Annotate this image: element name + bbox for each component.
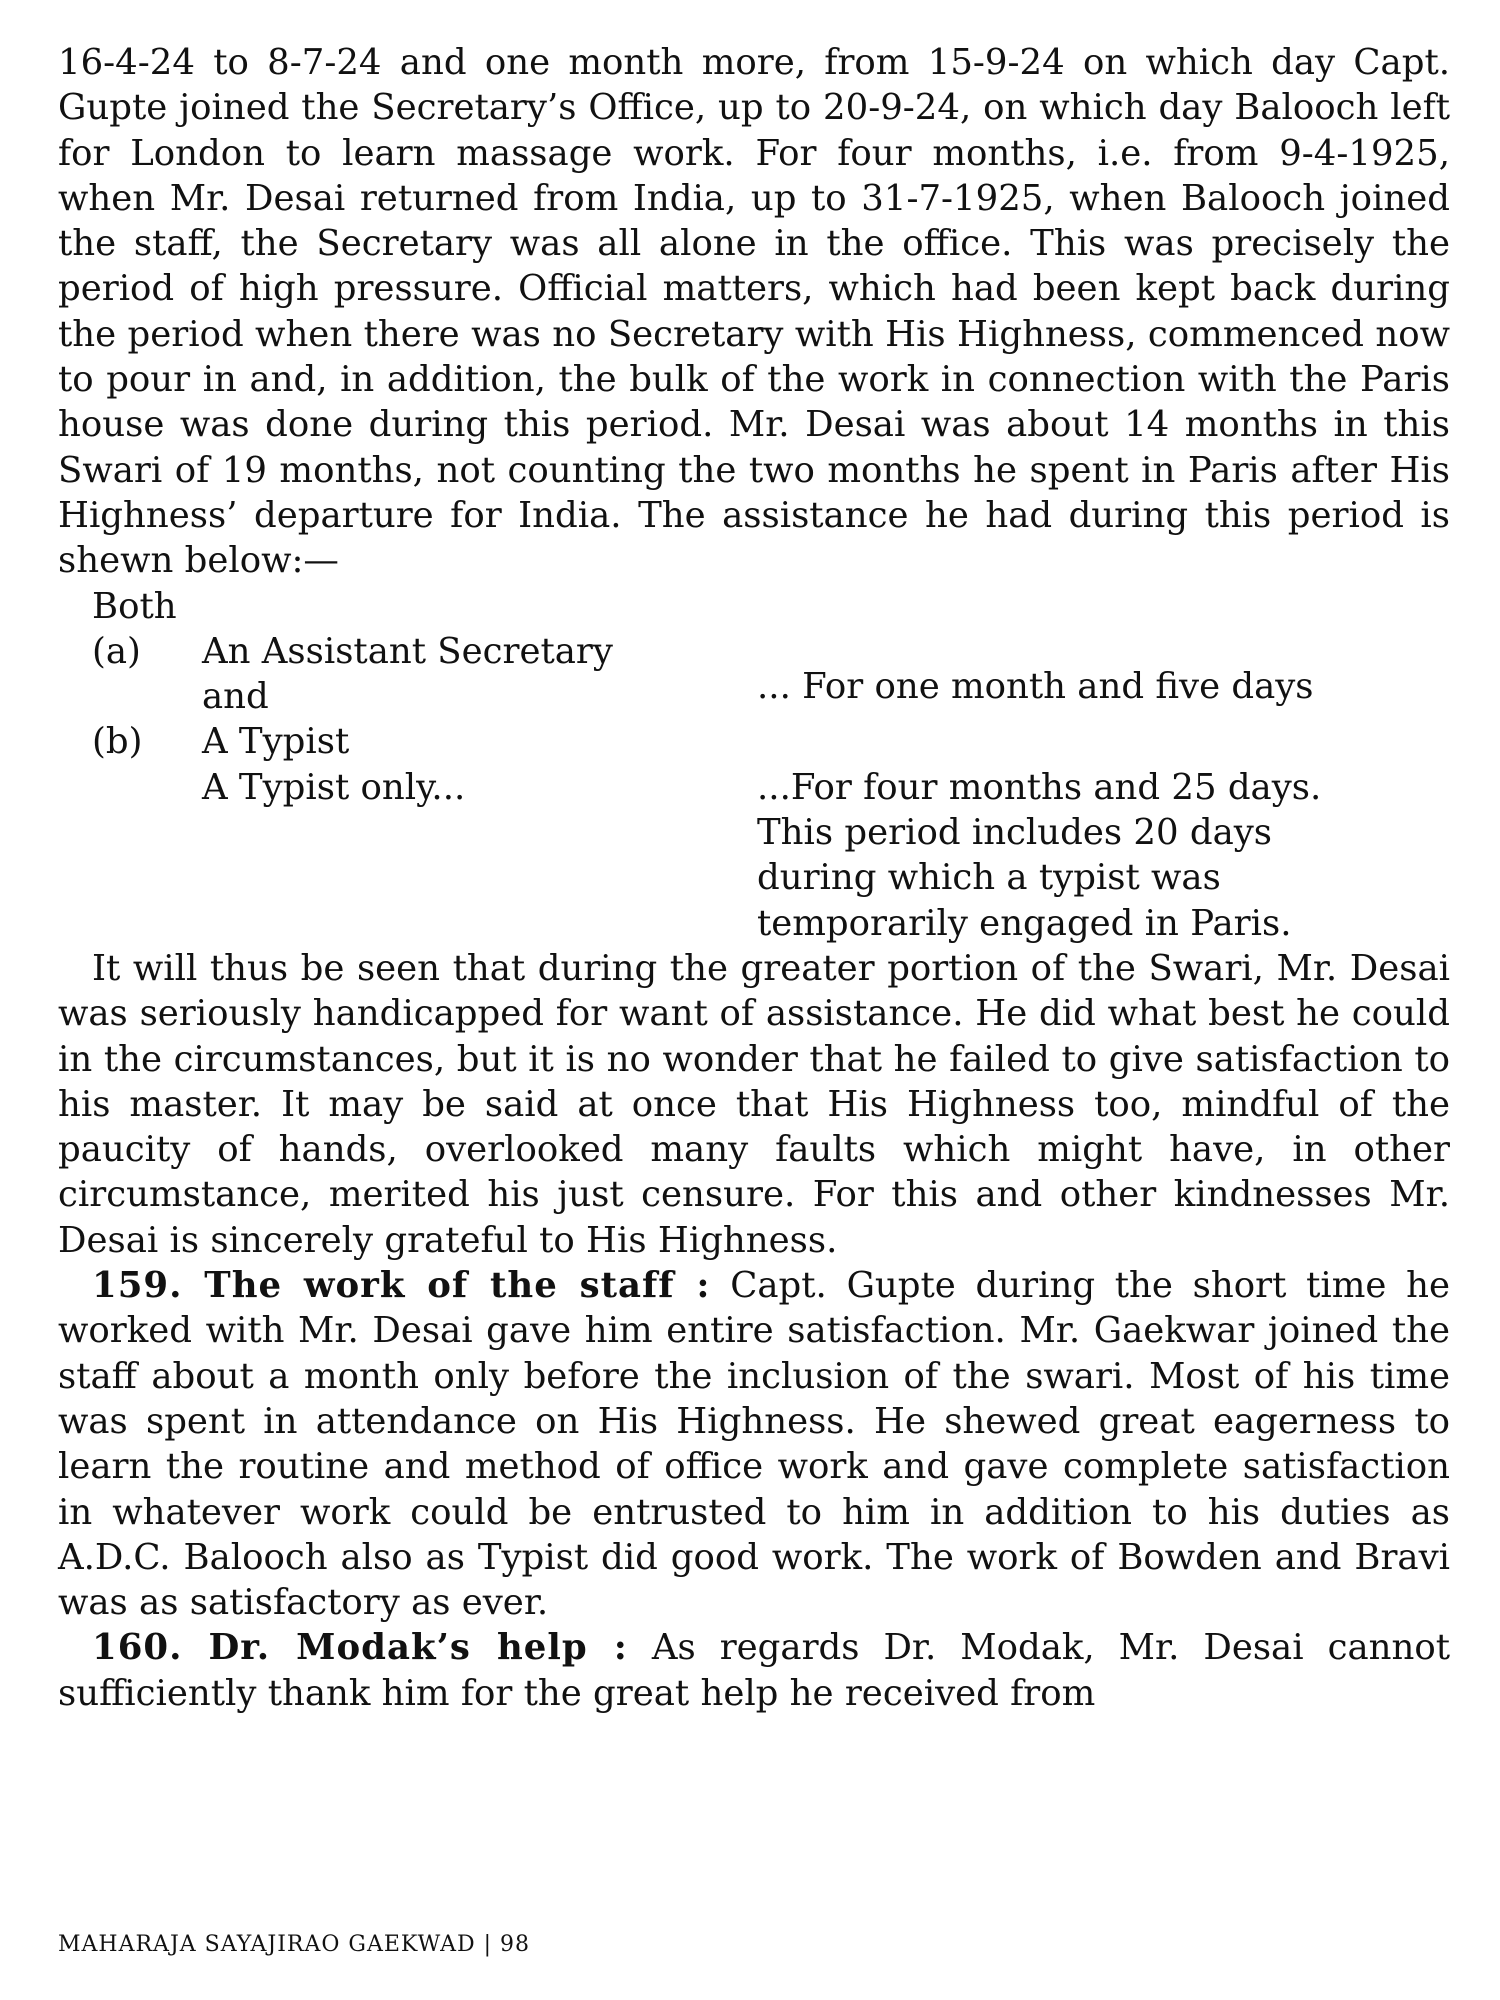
item-b-description: A Typist: [202, 721, 350, 763]
section-160-heading: 160. Dr. Modak’s help :: [92, 1627, 628, 1669]
paragraph-intro: 16-4-24 to 8-7-24 and one month more, from 15-9-24 on which day Capt. Gupte joined the Secretary’s Office, up to 20-9-24, on which day Balooch left for London to learn massage work. For four months, i.e. from 9-4-1925, when Mr. Desai returned from India, up to 31-7-1925, when Balooch joined the staff, the Secretary was all alone in the office. This was precisely the period of high pressure. Official matters, which had been kept back during the period when there was no Secretary with His Highness, commenced now to pour in and, in addition, the bulk of the work in connection with the Paris house was done during this period. Mr. Desai was about 14 months in this Swari of 19 months, not counting the two months he spent in Paris after His Highness’ departure for India. The assistance he had during this period is shewn below:—: [58, 42, 1450, 582]
item-a-description: An Assistant Secretary: [202, 630, 613, 672]
table-row: [58, 719, 1450, 764]
section-159-heading: 159. The work of the staff :: [92, 1265, 711, 1307]
assistance-table: [58, 584, 1450, 946]
page-footer: MAHARAJA SAYAJIRAO GAEKWAD | 98: [58, 1932, 531, 1957]
typist-note-line: during which a typist was: [757, 857, 1221, 899]
table-row: [58, 674, 1450, 719]
section-160: [58, 1625, 1450, 1716]
typist-note-line: This period includes 20 days: [757, 812, 1273, 854]
item-a-marker: (a): [92, 630, 141, 672]
table-row: [58, 584, 1450, 629]
section-159-text: Capt. Gupte during the short time he worked with Mr. Desai gave him entire satisfaction. Mr. Gaekwar joined the staff about a month only before the inclusion of the swari. Most of his time was spent in attendance on His Highness. He shewed great eagerness to learn the routine and method of office work and gave complete satisfaction in whatever work could be entrusted to him in addition to his duties as A.D.C. Balooch also as Typist did good work. The work of Bowden and Bravi was as satisfactory as ever.: [58, 1265, 1450, 1624]
page-body: [58, 40, 1450, 1716]
and-word: and: [202, 676, 269, 718]
table-row: [58, 765, 1450, 946]
both-label: Both: [92, 585, 177, 627]
typist-note-line: temporarily engaged in Paris.: [757, 902, 1292, 944]
both-duration: ... For one month and five days: [757, 666, 1314, 708]
typist-duration: [757, 765, 1450, 946]
typist-only-label: A Typist only...: [202, 766, 466, 808]
item-b-marker: (b): [92, 721, 143, 763]
section-159: [58, 1263, 1450, 1625]
paragraph-handicap: It will thus be seen that during the greater portion of the Swari, Mr. Desai was seriously handicapped for want of assistance. He did what best he could in the circumstances, but it is no wonder that he failed to give satisfaction to his master. It may be said at once that His Highness too, mindful of the paucity of hands, overlooked many faults which might have, in other circumstance, merited his just censure. For this and other kindnesses Mr. Desai is sincerely grateful to His Highness.: [58, 947, 1450, 1261]
typist-duration-line: ...For four months and 25 days.: [757, 766, 1322, 808]
section-160-text: As regards Dr. Modak, Mr. Desai cannot sufficiently thank him for the great help he received from: [58, 1627, 1450, 1714]
